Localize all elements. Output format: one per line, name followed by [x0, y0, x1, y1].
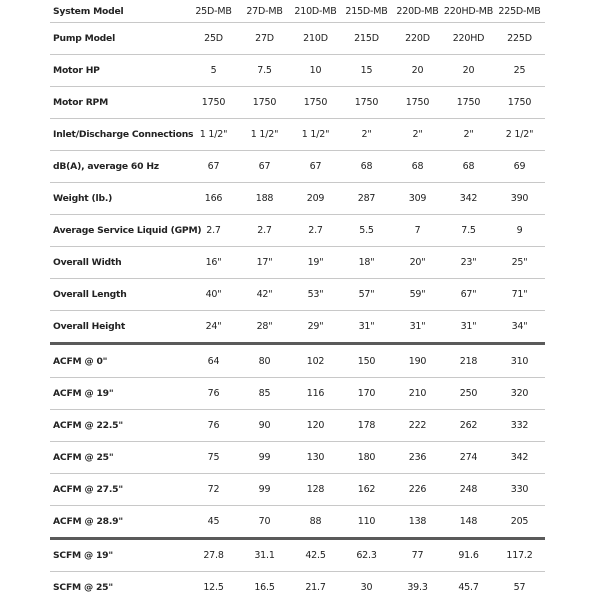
- row-value: 1750: [405, 97, 430, 108]
- table-row: [50, 279, 545, 311]
- row-value: 309: [408, 193, 427, 204]
- row-label: ACFM @ 22.5": [53, 420, 123, 431]
- row-value: 1750: [507, 97, 532, 108]
- row-value: 1750: [303, 97, 328, 108]
- row-label: Motor HP: [53, 65, 100, 76]
- row-value: 1750: [252, 97, 277, 108]
- row-value: 209: [306, 193, 325, 204]
- row-value: 1750: [456, 97, 481, 108]
- table-row: [50, 378, 545, 410]
- row-value: 64: [207, 355, 220, 367]
- row-value: 68: [360, 161, 373, 172]
- row-value: 7: [414, 225, 421, 236]
- row-value: 117.2: [506, 550, 533, 561]
- header-row: [50, 0, 545, 23]
- table-row: [50, 311, 545, 345]
- row-value: 1 1/2": [301, 129, 330, 140]
- row-label: dB(A), average 60 Hz: [53, 161, 159, 172]
- row-label: Overall Height: [53, 321, 126, 332]
- row-value: 31": [358, 321, 375, 332]
- row-label: SCFM @ 25": [53, 582, 113, 593]
- row-value: 25: [513, 65, 526, 76]
- row-value: 31": [460, 321, 477, 332]
- row-value: 218: [459, 355, 478, 367]
- row-value: 80: [258, 355, 271, 367]
- spec-table: [50, 0, 545, 603]
- row-value: 10: [309, 65, 322, 76]
- header-model-7: 225D-MB: [498, 5, 541, 17]
- row-value: 170: [357, 388, 376, 399]
- row-value: 287: [357, 193, 376, 204]
- row-value: 76: [207, 420, 220, 431]
- row-value: 2.7: [257, 225, 272, 236]
- row-value: 274: [459, 452, 478, 463]
- row-value: 27D: [255, 33, 274, 44]
- row-label: Overall Width: [53, 257, 122, 268]
- row-label: ACFM @ 0": [53, 355, 108, 367]
- row-value: 102: [306, 355, 325, 367]
- header-model-6: 220HD-MB: [443, 5, 494, 17]
- row-value: 40": [205, 289, 222, 300]
- table-row: [50, 119, 545, 151]
- row-value: 67: [207, 161, 220, 172]
- row-value: 29": [307, 321, 324, 332]
- row-value: 1750: [201, 97, 226, 108]
- row-value: 31": [409, 321, 426, 332]
- row-value: 30: [360, 582, 373, 593]
- row-value: 130: [306, 452, 325, 463]
- row-value: 262: [459, 420, 478, 431]
- row-value: 2": [463, 129, 474, 140]
- row-value: 215D: [354, 33, 379, 44]
- row-label: Inlet/Discharge Connections: [53, 129, 194, 140]
- row-value: 18": [358, 257, 375, 268]
- header-model-4: 215D-MB: [345, 5, 388, 17]
- row-value: 16.5: [254, 582, 275, 593]
- table-row: [50, 23, 545, 55]
- table-body: [50, 23, 545, 603]
- row-value: 116: [306, 388, 325, 399]
- row-value: 90: [258, 420, 271, 431]
- row-label: Average Service Liquid (GPM): [53, 225, 202, 236]
- table-row: [50, 87, 545, 119]
- row-value: 23": [460, 257, 477, 268]
- row-value: 42.5: [305, 550, 326, 561]
- header-label: System Model: [53, 5, 124, 17]
- row-value: 342: [459, 193, 478, 204]
- row-value: 390: [510, 193, 529, 204]
- row-value: 88: [309, 516, 322, 527]
- row-value: 42": [256, 289, 273, 300]
- row-value: 128: [306, 484, 325, 495]
- row-value: 34": [511, 321, 528, 332]
- row-value: 68: [462, 161, 475, 172]
- row-value: 332: [510, 420, 529, 431]
- row-value: 220HD: [452, 33, 485, 44]
- table-row: [50, 506, 545, 540]
- row-value: 5: [210, 65, 217, 76]
- table-row: [50, 474, 545, 506]
- table-row: [50, 410, 545, 442]
- row-value: 178: [357, 420, 376, 431]
- row-value: 17": [256, 257, 273, 268]
- row-value: 53": [307, 289, 324, 300]
- row-value: 2.7: [308, 225, 323, 236]
- table-row: [50, 345, 545, 378]
- row-value: 20: [462, 65, 475, 76]
- row-value: 70: [258, 516, 271, 527]
- row-label: ACFM @ 28.9": [53, 516, 123, 527]
- row-value: 68: [411, 161, 424, 172]
- row-value: 222: [408, 420, 427, 431]
- row-value: 342: [510, 452, 529, 463]
- row-value: 138: [408, 516, 427, 527]
- row-value: 220D: [405, 33, 430, 44]
- row-value: 72: [207, 484, 220, 495]
- row-value: 16": [205, 257, 222, 268]
- row-value: 75: [207, 452, 220, 463]
- row-value: 210: [408, 388, 427, 399]
- row-value: 67: [258, 161, 271, 172]
- row-value: 190: [408, 355, 427, 367]
- row-value: 45.7: [458, 582, 479, 593]
- row-value: 71": [511, 289, 528, 300]
- row-label: SCFM @ 19": [53, 550, 113, 561]
- row-value: 1 1/2": [250, 129, 279, 140]
- row-value: 27.8: [203, 550, 224, 561]
- row-value: 25": [511, 257, 528, 268]
- row-value: 9: [516, 225, 523, 236]
- table-row: [50, 247, 545, 279]
- row-value: 77: [411, 550, 424, 561]
- row-value: 12.5: [203, 582, 224, 593]
- row-value: 91.6: [458, 550, 479, 561]
- row-value: 2 1/2": [505, 129, 534, 140]
- row-value: 99: [258, 452, 271, 463]
- row-value: 57": [358, 289, 375, 300]
- row-value: 76: [207, 388, 220, 399]
- row-value: 210D: [303, 33, 328, 44]
- row-value: 162: [357, 484, 376, 495]
- row-value: 225D: [507, 33, 532, 44]
- table-row: [50, 151, 545, 183]
- row-value: 150: [357, 355, 376, 367]
- row-value: 248: [459, 484, 478, 495]
- row-label: ACFM @ 27.5": [53, 484, 123, 495]
- table-row: [50, 540, 545, 572]
- row-value: 67": [460, 289, 477, 300]
- row-value: 62.3: [356, 550, 377, 561]
- row-value: 99: [258, 484, 271, 495]
- row-label: Overall Length: [53, 289, 127, 300]
- row-value: 2": [412, 129, 423, 140]
- row-label: ACFM @ 19": [53, 388, 114, 399]
- row-value: 5.5: [359, 225, 374, 236]
- table-row: [50, 215, 545, 247]
- row-value: 330: [510, 484, 529, 495]
- row-value: 59": [409, 289, 426, 300]
- table-row: [50, 183, 545, 215]
- header-model-3: 210D-MB: [294, 5, 337, 17]
- row-value: 15: [360, 65, 373, 76]
- row-value: 21.7: [305, 582, 326, 593]
- row-value: 236: [408, 452, 427, 463]
- row-label: Motor RPM: [53, 97, 109, 108]
- header-model-5: 220D-MB: [396, 5, 439, 17]
- row-value: 7.5: [257, 65, 272, 76]
- header-model-2: 27D-MB: [246, 5, 283, 17]
- table-row: [50, 55, 545, 87]
- row-value: 250: [459, 388, 478, 399]
- row-value: 110: [357, 516, 376, 527]
- row-value: 120: [306, 420, 325, 431]
- row-value: 320: [510, 388, 529, 399]
- row-label: ACFM @ 25": [53, 452, 114, 463]
- row-value: 166: [204, 193, 223, 204]
- row-value: 31.1: [254, 550, 275, 561]
- row-value: 25D: [204, 33, 223, 44]
- row-value: 1 1/2": [199, 129, 228, 140]
- header-model-1: 25D-MB: [195, 5, 232, 17]
- row-value: 226: [408, 484, 427, 495]
- row-value: 39.3: [407, 582, 428, 593]
- row-value: 20": [409, 257, 426, 268]
- row-value: 205: [510, 516, 529, 527]
- table-row: [50, 572, 545, 603]
- row-value: 7.5: [461, 225, 476, 236]
- row-label: Pump Model: [53, 33, 116, 44]
- row-value: 20: [411, 65, 424, 76]
- row-value: 2": [361, 129, 372, 140]
- row-value: 180: [357, 452, 376, 463]
- row-value: 45: [207, 516, 220, 527]
- row-label: Weight (lb.): [53, 193, 113, 204]
- row-value: 188: [255, 193, 274, 204]
- row-value: 69: [513, 161, 526, 172]
- row-value: 24": [205, 321, 222, 332]
- row-value: 2.7: [206, 225, 221, 236]
- row-value: 19": [307, 257, 324, 268]
- row-value: 28": [256, 321, 273, 332]
- table-row: [50, 442, 545, 474]
- row-value: 57: [513, 582, 526, 593]
- row-value: 1750: [354, 97, 379, 108]
- row-value: 310: [510, 355, 529, 367]
- row-value: 148: [459, 516, 478, 527]
- row-value: 67: [309, 161, 322, 172]
- row-value: 85: [258, 388, 271, 399]
